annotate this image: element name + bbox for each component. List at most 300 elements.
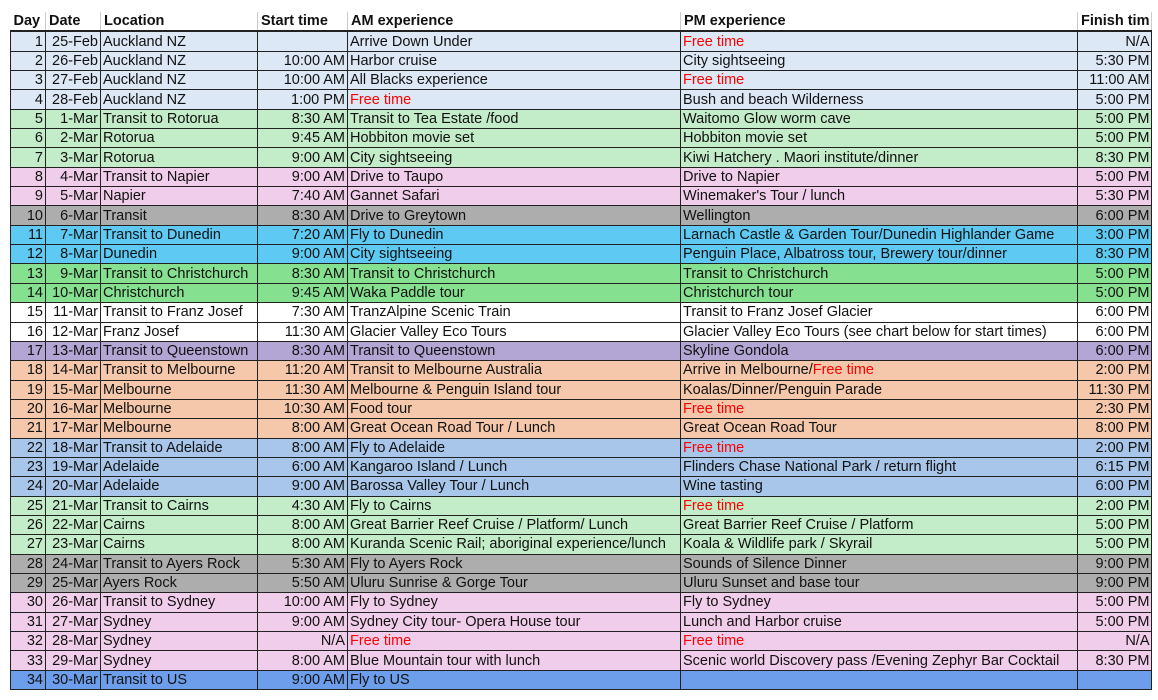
- start-time-cell[interactable]: [258, 554, 348, 573]
- location-cell-text: Auckland NZ: [103, 52, 187, 69]
- date-cell[interactable]: [46, 167, 101, 186]
- pm-experience-cell[interactable]: [681, 670, 1078, 689]
- start-time-cell-text: 5:30 AM: [291, 555, 345, 572]
- day-cell[interactable]: [11, 612, 46, 631]
- start-time-cell[interactable]: [258, 206, 348, 225]
- day-cell-text: 21: [26, 420, 43, 437]
- day-cell[interactable]: [11, 71, 46, 90]
- location-cell[interactable]: [101, 264, 258, 283]
- finish-time-cell[interactable]: [1078, 51, 1152, 70]
- start-time-cell[interactable]: [258, 593, 348, 612]
- finish-time-cell[interactable]: [1078, 380, 1152, 399]
- start-time-cell[interactable]: [258, 264, 348, 283]
- date-cell[interactable]: [46, 71, 101, 90]
- location-cell[interactable]: [101, 303, 258, 322]
- am-experience-cell[interactable]: [348, 496, 681, 515]
- location-cell[interactable]: [101, 31, 258, 51]
- location-cell[interactable]: [101, 399, 258, 418]
- pm-experience-cell[interactable]: [681, 457, 1078, 476]
- pm-experience-cell-text: Glacier Valley Eco Tours (see chart below for start times): [683, 323, 1047, 340]
- table-row: [11, 380, 1152, 399]
- pm-experience-cell-text: Hobbiton movie set: [683, 130, 808, 147]
- location-cell[interactable]: [101, 612, 258, 631]
- location-cell[interactable]: [101, 670, 258, 689]
- finish-time-cell[interactable]: [1078, 651, 1152, 670]
- date-cell[interactable]: [46, 283, 101, 302]
- pm-experience-cell[interactable]: [681, 554, 1078, 573]
- am-experience-cell[interactable]: [348, 322, 681, 341]
- pm-experience-cell[interactable]: [681, 380, 1078, 399]
- start-time-cell[interactable]: [258, 51, 348, 70]
- finish-time-cell[interactable]: [1078, 245, 1152, 264]
- am-experience-cell-text: Melbourne & Penguin Island tour: [350, 381, 562, 398]
- location-cell[interactable]: [101, 283, 258, 302]
- am-experience-cell[interactable]: [348, 90, 681, 109]
- day-cell[interactable]: [11, 380, 46, 399]
- pm-experience-cell[interactable]: [681, 167, 1078, 186]
- pm-experience-cell[interactable]: [681, 245, 1078, 264]
- table-row: [11, 148, 1152, 167]
- date-cell-text: 20-Mar: [52, 478, 98, 495]
- date-cell[interactable]: [46, 129, 101, 148]
- start-time-cell[interactable]: [258, 535, 348, 554]
- start-time-cell-text: 9:45 AM: [291, 130, 345, 147]
- date-cell[interactable]: [46, 264, 101, 283]
- start-time-cell[interactable]: [258, 457, 348, 476]
- location-cell[interactable]: [101, 361, 258, 380]
- am-experience-cell[interactable]: [348, 167, 681, 186]
- location-cell[interactable]: [101, 438, 258, 457]
- am-experience-cell[interactable]: [348, 341, 681, 360]
- am-experience-cell[interactable]: [348, 51, 681, 70]
- finish-time-cell[interactable]: [1078, 90, 1152, 109]
- start-time-cell[interactable]: [258, 283, 348, 302]
- finish-time-cell[interactable]: [1078, 496, 1152, 515]
- am-experience-cell[interactable]: [348, 303, 681, 322]
- am-experience-cell[interactable]: [348, 380, 681, 399]
- am-experience-cell-text: TranzAlpine Scenic Train: [350, 304, 511, 321]
- finish-time-cell[interactable]: [1078, 264, 1152, 283]
- start-time-cell-text: 8:30 AM: [291, 207, 345, 224]
- date-cell[interactable]: [46, 438, 101, 457]
- am-experience-cell[interactable]: [348, 670, 681, 689]
- finish-time-cell-text: 2:00 PM: [1095, 439, 1150, 456]
- am-experience-cell[interactable]: [348, 206, 681, 225]
- am-experience-cell[interactable]: [348, 245, 681, 264]
- pm-experience-cell[interactable]: [681, 187, 1078, 206]
- location-cell[interactable]: [101, 90, 258, 109]
- date-cell[interactable]: [46, 361, 101, 380]
- date-cell[interactable]: [46, 515, 101, 534]
- start-time-cell-text: 5:50 AM: [291, 575, 345, 592]
- start-time-cell[interactable]: [258, 361, 348, 380]
- day-cell[interactable]: [11, 51, 46, 70]
- finish-time-cell[interactable]: [1078, 167, 1152, 186]
- am-experience-cell-text: Fly to US: [350, 671, 410, 688]
- date-cell[interactable]: [46, 341, 101, 360]
- am-experience-cell[interactable]: [348, 632, 681, 651]
- pm-experience-cell[interactable]: [681, 477, 1078, 496]
- am-experience-cell[interactable]: [348, 187, 681, 206]
- location-cell[interactable]: [101, 457, 258, 476]
- location-cell-text: Cairns: [103, 517, 145, 534]
- location-cell[interactable]: [101, 573, 258, 592]
- finish-time-cell[interactable]: [1078, 109, 1152, 128]
- day-cell[interactable]: [11, 496, 46, 515]
- am-experience-cell-text: Hobbiton movie set: [350, 130, 475, 147]
- am-experience-cell[interactable]: [348, 573, 681, 592]
- header-pm-experience[interactable]: PM experience: [681, 12, 1078, 31]
- am-experience-cell[interactable]: [348, 109, 681, 128]
- pm-experience-cell[interactable]: [681, 419, 1078, 438]
- date-cell-text: 28-Feb: [52, 91, 98, 108]
- finish-time-cell[interactable]: [1078, 303, 1152, 322]
- date-cell[interactable]: [46, 573, 101, 592]
- location-cell[interactable]: [101, 109, 258, 128]
- pm-experience-cell[interactable]: [681, 438, 1078, 457]
- date-cell[interactable]: [46, 206, 101, 225]
- day-cell[interactable]: [11, 535, 46, 554]
- date-cell[interactable]: [46, 31, 101, 51]
- pm-experience-cell[interactable]: [681, 71, 1078, 90]
- day-cell[interactable]: [11, 31, 46, 51]
- date-cell-text: 27-Mar: [52, 613, 98, 630]
- start-time-cell[interactable]: [258, 90, 348, 109]
- start-time-cell[interactable]: [258, 632, 348, 651]
- location-cell[interactable]: [101, 515, 258, 534]
- am-experience-cell[interactable]: [348, 71, 681, 90]
- finish-time-cell[interactable]: [1078, 206, 1152, 225]
- am-experience-cell-text: Waka Paddle tour: [350, 284, 465, 301]
- start-time-cell[interactable]: [258, 322, 348, 341]
- start-time-cell[interactable]: [258, 651, 348, 670]
- finish-time-cell[interactable]: [1078, 322, 1152, 341]
- finish-time-cell[interactable]: [1078, 438, 1152, 457]
- start-time-cell[interactable]: [258, 573, 348, 592]
- start-time-cell-text: 10:30 AM: [283, 401, 345, 418]
- pm-experience-cell[interactable]: [681, 515, 1078, 534]
- date-cell[interactable]: [46, 457, 101, 476]
- finish-time-cell-text: 5:00 PM: [1095, 613, 1150, 630]
- location-cell[interactable]: [101, 341, 258, 360]
- day-cell[interactable]: [11, 554, 46, 573]
- pm-experience-cell-text: Fly to Sydney: [683, 594, 771, 611]
- finish-time-cell[interactable]: [1078, 129, 1152, 148]
- start-time-cell[interactable]: [258, 167, 348, 186]
- pm-experience-cell[interactable]: [681, 651, 1078, 670]
- pm-experience-cell-text: Bush and beach Wilderness: [683, 91, 864, 108]
- day-cell[interactable]: [11, 129, 46, 148]
- date-cell[interactable]: [46, 322, 101, 341]
- day-cell[interactable]: [11, 225, 46, 244]
- finish-time-cell[interactable]: [1078, 71, 1152, 90]
- date-cell[interactable]: [46, 651, 101, 670]
- am-experience-cell[interactable]: [348, 593, 681, 612]
- day-cell-text: 12: [26, 246, 43, 263]
- day-cell[interactable]: [11, 322, 46, 341]
- pm-experience-cell[interactable]: [681, 341, 1078, 360]
- pm-experience-cell[interactable]: [681, 225, 1078, 244]
- day-cell[interactable]: [11, 399, 46, 418]
- location-cell-text: Sydney: [103, 652, 152, 669]
- start-time-cell[interactable]: [258, 380, 348, 399]
- finish-time-cell[interactable]: [1078, 554, 1152, 573]
- pm-experience-cell[interactable]: [681, 90, 1078, 109]
- am-experience-cell[interactable]: [348, 477, 681, 496]
- pm-experience-cell[interactable]: [681, 109, 1078, 128]
- day-cell[interactable]: [11, 245, 46, 264]
- start-time-cell[interactable]: [258, 303, 348, 322]
- am-experience-cell[interactable]: [348, 129, 681, 148]
- header-start-time[interactable]: Start time: [258, 12, 348, 31]
- pm-experience-cell[interactable]: [681, 264, 1078, 283]
- date-cell[interactable]: [46, 593, 101, 612]
- date-cell[interactable]: [46, 399, 101, 418]
- date-cell-text: 16-Mar: [52, 401, 98, 418]
- pm-experience-cell[interactable]: [681, 51, 1078, 70]
- header-date[interactable]: Date: [46, 12, 101, 31]
- start-time-cell[interactable]: [258, 187, 348, 206]
- location-cell-text: Auckland NZ: [103, 91, 187, 108]
- start-time-cell[interactable]: [258, 399, 348, 418]
- location-cell[interactable]: [101, 593, 258, 612]
- location-cell[interactable]: [101, 554, 258, 573]
- location-cell[interactable]: [101, 245, 258, 264]
- finish-time-cell[interactable]: [1078, 361, 1152, 380]
- location-cell[interactable]: [101, 477, 258, 496]
- day-cell[interactable]: [11, 419, 46, 438]
- day-cell[interactable]: [11, 283, 46, 302]
- day-cell-text: 10: [26, 207, 43, 224]
- date-cell[interactable]: [46, 90, 101, 109]
- am-experience-cell[interactable]: [348, 148, 681, 167]
- day-cell[interactable]: [11, 109, 46, 128]
- finish-time-cell[interactable]: [1078, 477, 1152, 496]
- date-cell[interactable]: [46, 419, 101, 438]
- finish-time-cell[interactable]: [1078, 515, 1152, 534]
- am-experience-cell[interactable]: [348, 225, 681, 244]
- pm-experience-cell[interactable]: [681, 322, 1078, 341]
- header-am-experience[interactable]: AM experience: [348, 12, 681, 31]
- am-experience-cell-text: City sightseeing: [350, 246, 453, 263]
- finish-time-cell-text: 2:00 PM: [1095, 497, 1150, 514]
- am-experience-cell[interactable]: [348, 419, 681, 438]
- day-cell[interactable]: [11, 187, 46, 206]
- finish-time-cell[interactable]: [1078, 573, 1152, 592]
- start-time-cell[interactable]: [258, 612, 348, 631]
- am-experience-cell[interactable]: [348, 361, 681, 380]
- pm-experience-cell[interactable]: [681, 496, 1078, 515]
- finish-time-cell[interactable]: [1078, 457, 1152, 476]
- day-cell[interactable]: [11, 206, 46, 225]
- day-cell[interactable]: [11, 457, 46, 476]
- am-experience-cell[interactable]: [348, 457, 681, 476]
- finish-time-cell-text: 5:00 PM: [1095, 130, 1150, 147]
- day-cell[interactable]: [11, 651, 46, 670]
- start-time-cell[interactable]: [258, 129, 348, 148]
- start-time-cell[interactable]: [258, 245, 348, 264]
- day-cell[interactable]: [11, 90, 46, 109]
- finish-time-cell[interactable]: [1078, 670, 1152, 689]
- start-time-cell[interactable]: [258, 438, 348, 457]
- start-time-cell[interactable]: [258, 109, 348, 128]
- am-experience-cell[interactable]: [348, 651, 681, 670]
- date-cell[interactable]: [46, 535, 101, 554]
- location-cell[interactable]: [101, 535, 258, 554]
- date-cell-text: 28-Mar: [52, 633, 98, 650]
- day-cell[interactable]: [11, 341, 46, 360]
- day-cell[interactable]: [11, 477, 46, 496]
- am-experience-cell-text: Food tour: [350, 401, 413, 418]
- date-cell[interactable]: [46, 632, 101, 651]
- day-cell[interactable]: [11, 632, 46, 651]
- date-cell[interactable]: [46, 612, 101, 631]
- finish-time-cell-text: 9:00 PM: [1095, 575, 1150, 592]
- start-time-cell[interactable]: [258, 419, 348, 438]
- pm-experience-cell[interactable]: [681, 361, 1078, 380]
- location-cell[interactable]: [101, 632, 258, 651]
- start-time-cell-text: 9:00 AM: [291, 671, 345, 688]
- date-cell[interactable]: [46, 496, 101, 515]
- location-cell[interactable]: [101, 51, 258, 70]
- finish-time-cell[interactable]: [1078, 632, 1152, 651]
- start-time-cell[interactable]: [258, 225, 348, 244]
- finish-time-cell-text: 5:00 PM: [1095, 91, 1150, 108]
- pm-experience-cell-text: Uluru Sunset and base tour: [683, 575, 860, 592]
- day-cell[interactable]: [11, 593, 46, 612]
- location-cell[interactable]: [101, 322, 258, 341]
- date-cell[interactable]: [46, 477, 101, 496]
- start-time-cell-text: 9:00 AM: [291, 246, 345, 263]
- pm-experience-cell[interactable]: [681, 612, 1078, 631]
- am-experience-cell[interactable]: [348, 515, 681, 534]
- location-cell[interactable]: [101, 187, 258, 206]
- day-cell[interactable]: [11, 515, 46, 534]
- start-time-cell[interactable]: [258, 670, 348, 689]
- pm-experience-cell[interactable]: [681, 31, 1078, 51]
- finish-time-cell[interactable]: [1078, 535, 1152, 554]
- date-cell[interactable]: [46, 109, 101, 128]
- day-cell[interactable]: [11, 264, 46, 283]
- am-experience-cell[interactable]: [348, 612, 681, 631]
- finish-time-cell[interactable]: [1078, 419, 1152, 438]
- location-cell[interactable]: [101, 71, 258, 90]
- am-experience-cell[interactable]: [348, 554, 681, 573]
- date-cell[interactable]: [46, 380, 101, 399]
- finish-time-cell[interactable]: [1078, 399, 1152, 418]
- location-cell[interactable]: [101, 206, 258, 225]
- pm-experience-cell[interactable]: [681, 303, 1078, 322]
- finish-time-cell[interactable]: [1078, 612, 1152, 631]
- am-experience-cell[interactable]: [348, 535, 681, 554]
- pm-experience-cell-text: Wine tasting: [683, 478, 763, 495]
- date-cell[interactable]: [46, 670, 101, 689]
- finish-time-cell[interactable]: [1078, 225, 1152, 244]
- finish-time-cell[interactable]: [1078, 593, 1152, 612]
- pm-experience-cell[interactable]: [681, 573, 1078, 592]
- day-cell[interactable]: [11, 303, 46, 322]
- date-cell-text: 15-Mar: [52, 381, 98, 398]
- table-row: [11, 71, 1152, 90]
- finish-time-cell[interactable]: [1078, 283, 1152, 302]
- day-cell-text: 22: [26, 439, 43, 456]
- start-time-cell[interactable]: [258, 341, 348, 360]
- date-cell[interactable]: [46, 303, 101, 322]
- start-time-cell[interactable]: [258, 71, 348, 90]
- finish-time-cell[interactable]: [1078, 187, 1152, 206]
- finish-time-cell[interactable]: [1078, 148, 1152, 167]
- table-row: [11, 245, 1152, 264]
- location-cell[interactable]: [101, 129, 258, 148]
- pm-experience-cell[interactable]: [681, 593, 1078, 612]
- location-cell[interactable]: [101, 225, 258, 244]
- location-cell[interactable]: [101, 651, 258, 670]
- date-cell-text: 26-Feb: [52, 52, 98, 69]
- am-experience-cell[interactable]: [348, 399, 681, 418]
- header-location[interactable]: Location: [101, 12, 258, 31]
- date-cell[interactable]: [46, 51, 101, 70]
- start-time-cell-text: 8:00 AM: [291, 439, 345, 456]
- pm-experience-cell[interactable]: [681, 283, 1078, 302]
- date-cell[interactable]: [46, 245, 101, 264]
- date-cell[interactable]: [46, 225, 101, 244]
- day-cell[interactable]: [11, 148, 46, 167]
- day-cell-text: 8: [34, 168, 43, 185]
- header-finish-time[interactable]: Finish tim: [1078, 12, 1152, 31]
- header-day[interactable]: Day: [11, 12, 46, 31]
- pm-experience-cell[interactable]: [681, 129, 1078, 148]
- am-experience-cell[interactable]: [348, 264, 681, 283]
- am-experience-cell[interactable]: [348, 438, 681, 457]
- am-experience-cell[interactable]: [348, 31, 681, 51]
- pm-experience-cell[interactable]: [681, 148, 1078, 167]
- location-cell-text: Melbourne: [103, 381, 172, 398]
- start-time-cell[interactable]: [258, 148, 348, 167]
- am-experience-cell[interactable]: [348, 283, 681, 302]
- location-cell[interactable]: [101, 167, 258, 186]
- finish-time-cell[interactable]: [1078, 31, 1152, 51]
- pm-experience-cell[interactable]: [681, 632, 1078, 651]
- start-time-cell[interactable]: [258, 31, 348, 51]
- location-cell[interactable]: [101, 419, 258, 438]
- location-cell-text: Franz Josef: [103, 323, 179, 340]
- header-row: [11, 12, 1152, 31]
- start-time-cell[interactable]: [258, 477, 348, 496]
- date-cell[interactable]: [46, 554, 101, 573]
- day-cell[interactable]: [11, 670, 46, 689]
- location-cell[interactable]: [101, 380, 258, 399]
- pm-experience-cell[interactable]: [681, 535, 1078, 554]
- day-cell[interactable]: [11, 438, 46, 457]
- day-cell[interactable]: [11, 573, 46, 592]
- date-cell-text: 19-Mar: [52, 459, 98, 476]
- start-time-cell[interactable]: [258, 496, 348, 515]
- table-row: [11, 438, 1152, 457]
- finish-time-cell[interactable]: [1078, 341, 1152, 360]
- day-cell-text: 31: [26, 613, 43, 630]
- start-time-cell[interactable]: [258, 515, 348, 534]
- pm-experience-cell-text: Drive to Napier: [683, 168, 780, 185]
- date-cell[interactable]: [46, 187, 101, 206]
- location-cell[interactable]: [101, 148, 258, 167]
- location-cell[interactable]: [101, 496, 258, 515]
- day-cell[interactable]: [11, 167, 46, 186]
- start-time-cell-text: 10:00 AM: [283, 52, 345, 69]
- pm-experience-cell[interactable]: [681, 206, 1078, 225]
- date-cell[interactable]: [46, 148, 101, 167]
- day-cell[interactable]: [11, 361, 46, 380]
- pm-experience-cell[interactable]: [681, 399, 1078, 418]
